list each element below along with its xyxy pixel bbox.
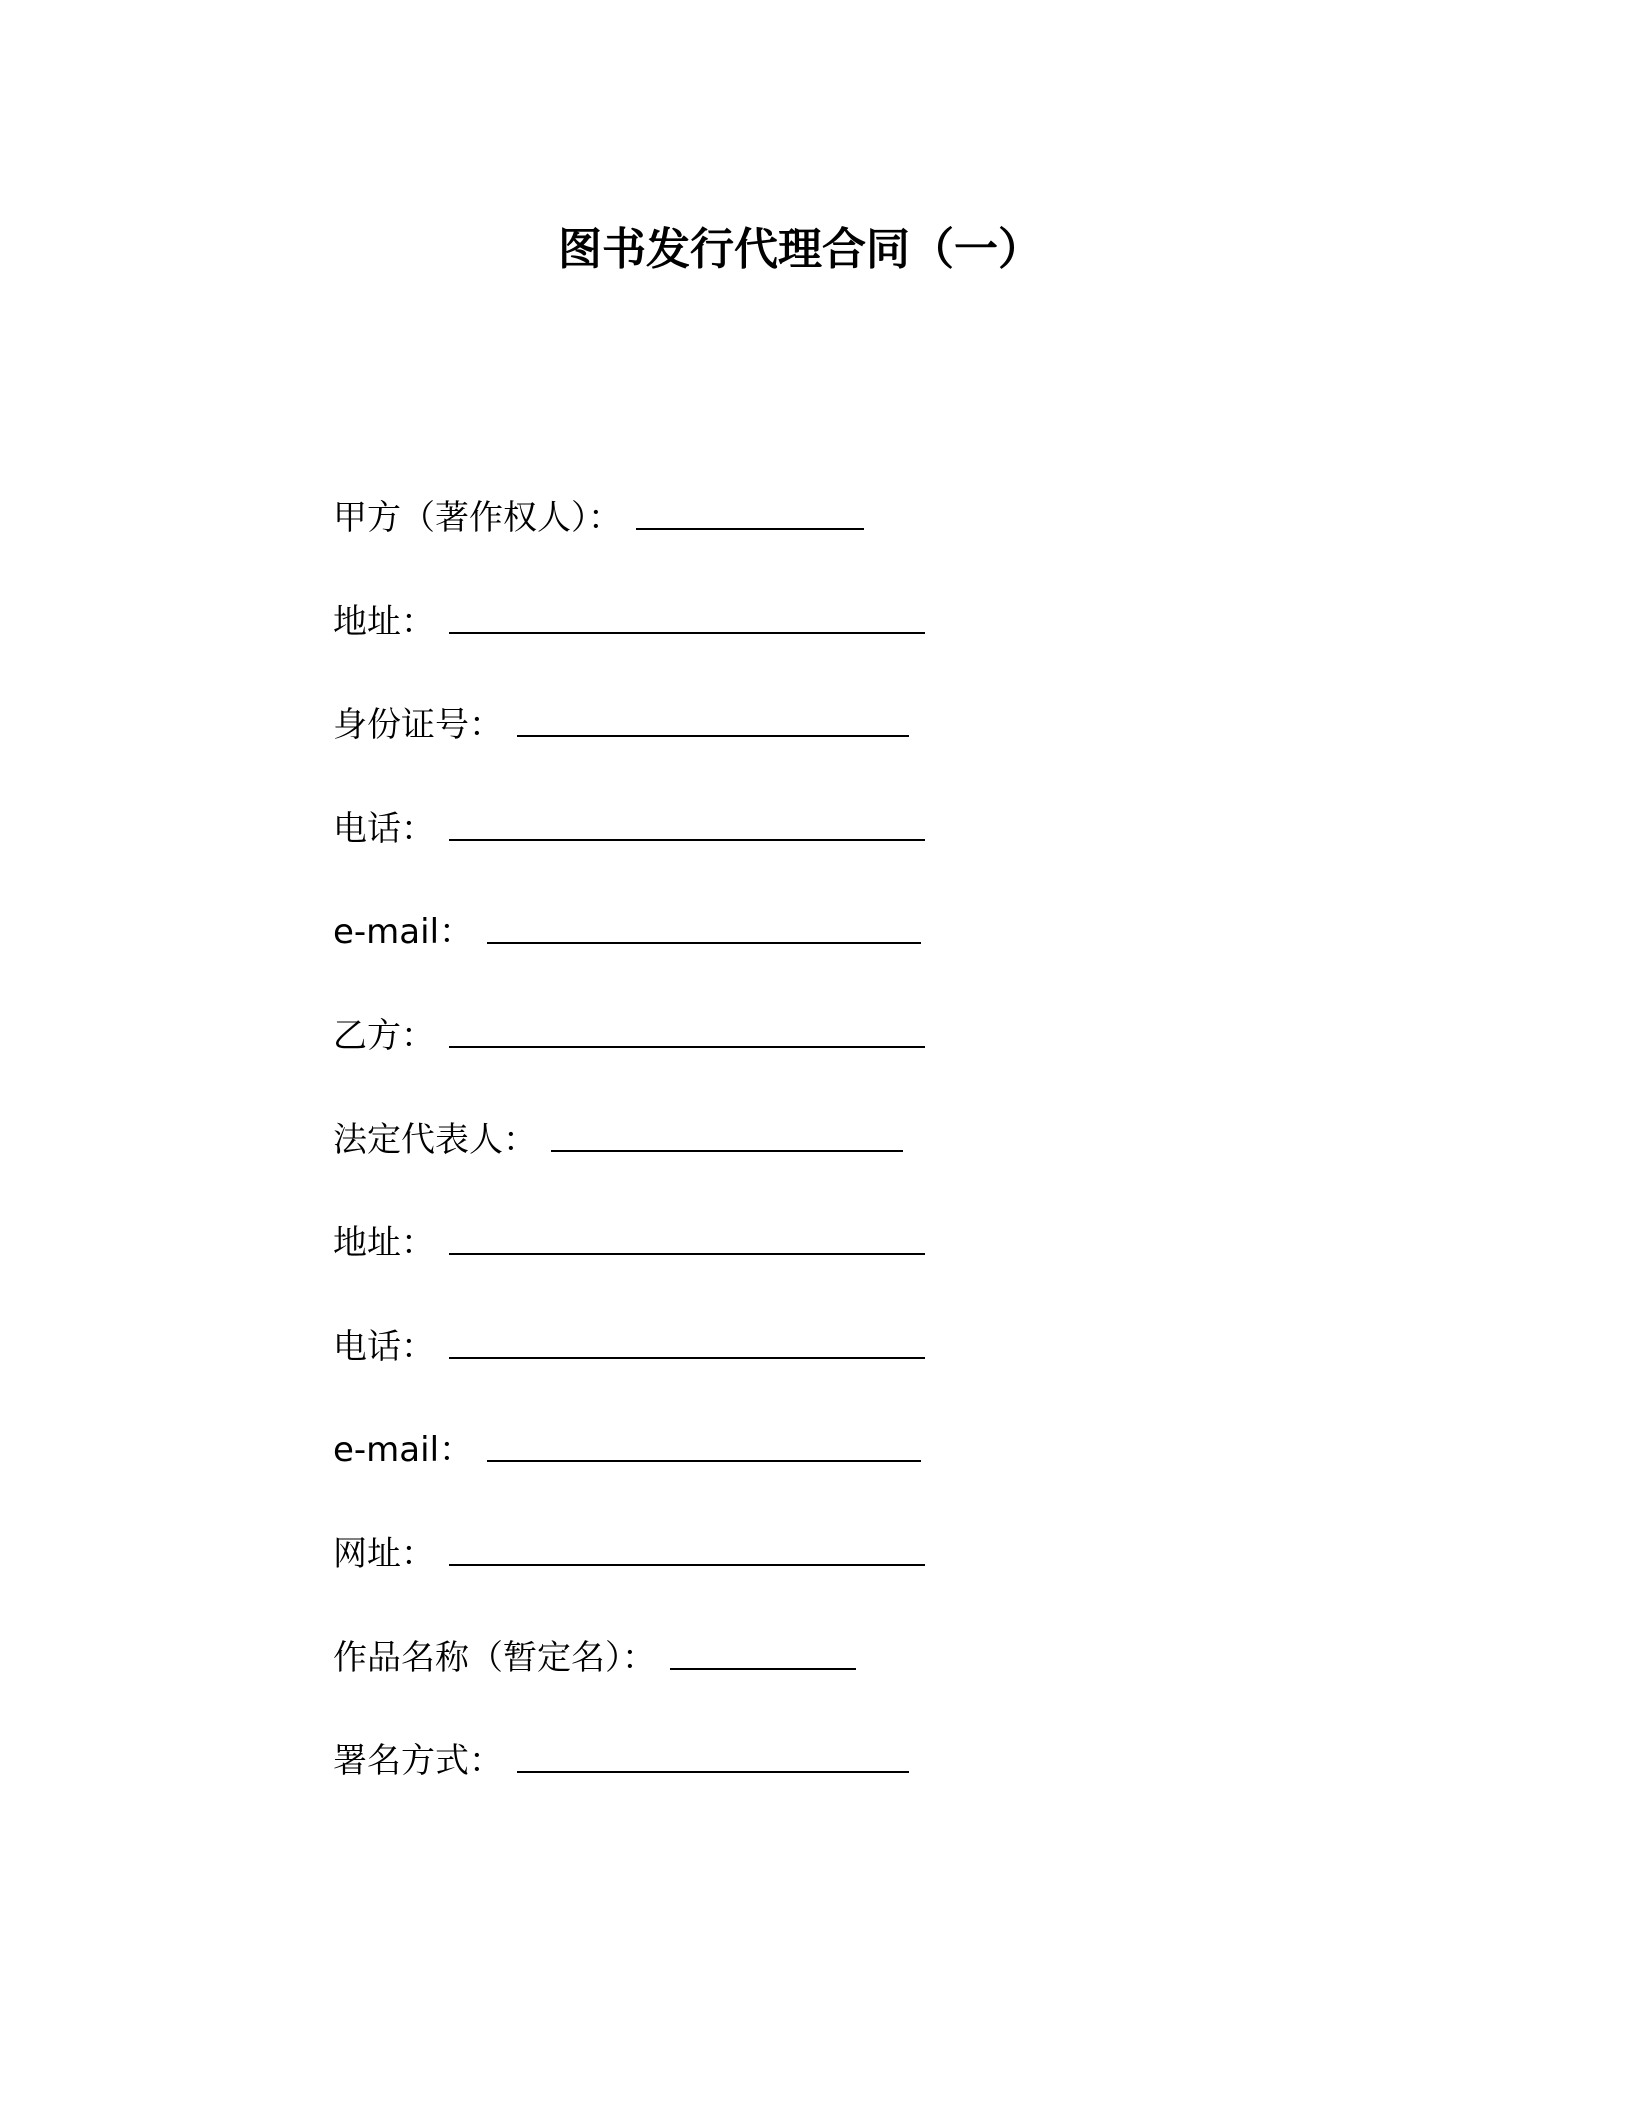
field-label-party-a: 甲方（著作权人）：: [333, 498, 622, 538]
field-row-party-a-email: [333, 904, 1333, 1008]
field-row-party-b-address: [333, 1215, 1333, 1319]
field-label-byline: 署名方式：: [333, 1741, 503, 1782]
field-row-party-b-phone: [333, 1319, 1333, 1423]
field-label-work-title: 作品名称（暂定名）：: [333, 1637, 656, 1678]
field-label-party-b-address: 地址：: [333, 1223, 435, 1264]
field-row-id-number: [333, 697, 1333, 801]
field-label-party-a-address: 地址：: [333, 601, 435, 642]
field-row-work-title: [333, 1630, 1333, 1734]
field-label-party-b-phone: 电话：: [333, 1326, 435, 1367]
fill-in-blank-party-b[interactable]: [449, 1008, 925, 1048]
field-label-party-a-email: e-mail：: [333, 912, 474, 953]
fill-in-blank-id-number[interactable]: [517, 697, 909, 737]
field-row-party-a: [333, 490, 1333, 594]
fill-in-blank-party-a-address[interactable]: [449, 594, 925, 634]
fill-in-blank-party-a-email[interactable]: [487, 904, 921, 944]
fill-in-blank-party-b-phone[interactable]: [449, 1319, 925, 1359]
field-label-id-number: 身份证号：: [333, 705, 503, 746]
field-row-party-a-phone: [333, 801, 1333, 905]
field-row-website: [333, 1526, 1333, 1630]
fill-in-blank-legal-representative[interactable]: [551, 1112, 903, 1152]
field-row-legal-representative: [333, 1112, 1333, 1216]
field-label-party-a-phone: 电话：: [333, 808, 435, 849]
fill-in-blank-byline[interactable]: [517, 1733, 909, 1773]
fill-in-blank-party-a-phone[interactable]: [449, 801, 925, 841]
field-row-party-b: [333, 1008, 1333, 1112]
field-row-party-b-email: [333, 1422, 1333, 1526]
document-title: 图书发行代理合同（一）: [558, 224, 1042, 275]
fill-in-blank-party-b-address[interactable]: [449, 1215, 925, 1255]
field-label-legal-representative: 法定代表人：: [333, 1119, 537, 1160]
fill-in-blank-party-b-email[interactable]: [487, 1422, 921, 1462]
field-row-party-a-address: [333, 594, 1333, 698]
field-label-party-b: 乙方：: [333, 1015, 435, 1056]
field-label-website: 网址：: [333, 1533, 435, 1574]
field-row-byline: [333, 1733, 1333, 1837]
contract-party-form: [333, 490, 1333, 1837]
fill-in-blank-website[interactable]: [449, 1526, 925, 1566]
fill-in-blank-work-title[interactable]: [670, 1630, 856, 1670]
field-label-party-b-email: e-mail：: [333, 1430, 474, 1471]
fill-in-blank-party-a[interactable]: [636, 490, 864, 530]
